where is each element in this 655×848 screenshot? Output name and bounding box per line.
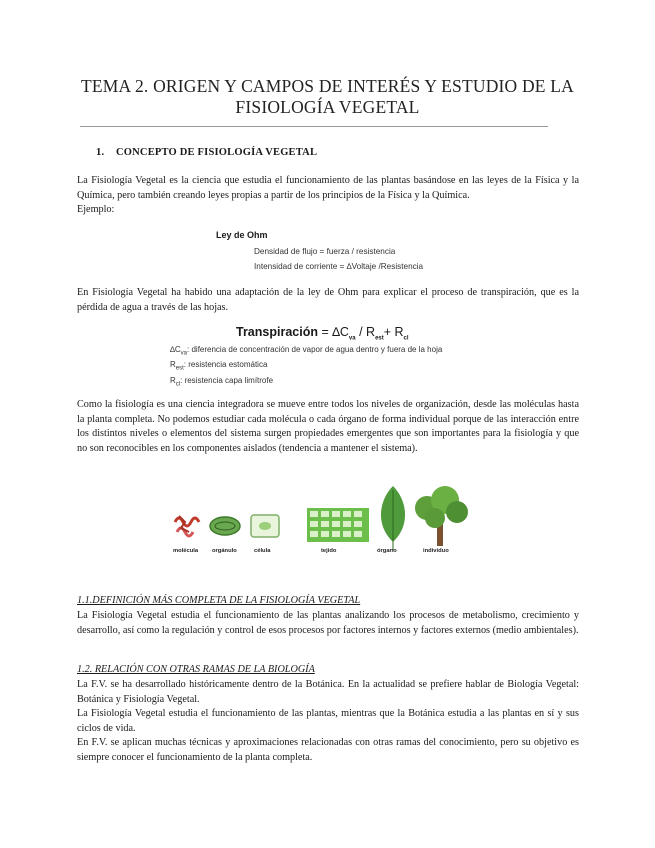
level-label-tissue: tejido [321, 548, 337, 554]
tissue-icon [307, 508, 369, 542]
title-line-1: TEMA 2. ORIGEN Y CAMPOS DE INTERÉS Y ESTUDIO DE LA [80, 76, 575, 96]
section-1-2-heading: 1.2. RELACIÓN CON OTRAS RAMAS DE LA BIOLOGÍA [77, 664, 315, 675]
def1-symbol: ∆C [170, 344, 181, 354]
ohm-line-2: Intensidad de corriente = ∆Voltaje /Resistencia [254, 262, 424, 271]
ohm-law-figure [216, 230, 466, 276]
transpiration-formula [170, 325, 530, 342]
formula-sub-va: va [348, 335, 356, 342]
def2-sub: est [175, 365, 184, 372]
ohm-line-1: Densidad de flujo = fuerza / resistencia [254, 247, 396, 256]
section-1-title: CONCEPTO DE FISIOLOGÍA VEGETAL [116, 147, 318, 158]
paragraph-definition [77, 174, 579, 218]
tree-icon [415, 486, 468, 546]
section-1-heading [96, 147, 317, 158]
formula-sub-est: est [375, 335, 384, 342]
paragraph-complete-definition: La Fisiología Vegetal estudia el funcionamiento de las plantas analizando los procesos de metabolismo, crecimiento y desarrollo, así como la regulación y control de esos procesos por factores internos y factores externos (medio ambientales). [77, 610, 579, 636]
formula-r-cl: + R [383, 325, 404, 339]
page-title [60, 76, 595, 118]
definition-r-cl [170, 375, 530, 391]
paragraph-integrative-science: Como la fisiología es una ciencia integradora se mueve entre todos los niveles de organización, desde las moléculas hasta la planta completa. No podemos estudiar cada molécula o cada órgano de forma individual porque de las interacción entre los distintos niveles o elementos del sistema surgen propiedades emergentes que son importantes para la fisiología y que no son reconocibles en los componentes aislados (tendencia a mantener el sistema). [77, 399, 579, 454]
transpiration-formula-figure [170, 325, 530, 390]
def1-text: : diferencia de concentración de vapor de agua dentro y fuera de la hoja [187, 344, 443, 354]
def2-symbol: R [170, 360, 176, 370]
level-label-organelle: orgánulo [212, 548, 237, 554]
ohm-title: Ley de Ohm [216, 230, 268, 240]
molecule-icon [175, 516, 199, 536]
formula-r-est: / R [355, 325, 376, 339]
title-divider [80, 126, 548, 127]
leaf-icon [381, 486, 405, 550]
formula-delta-c: = ∆C [321, 325, 349, 339]
formula-sub-cl: cl [403, 335, 409, 342]
cell-icon [251, 515, 279, 537]
level-label-organ: órgano [377, 548, 397, 554]
level-label-individual: individuo [423, 548, 449, 554]
def3-symbol: R [170, 375, 176, 385]
definition-r-est [170, 359, 530, 375]
level-label-cell: célula [254, 548, 271, 554]
paragraph-1-text: La Fisiología Vegetal es la ciencia que estudia el funcionamiento de las plantas basándose en las leyes de la Física y la Química, pero también creando leyes propias a partir de los principios de la Física y la Química. [77, 175, 579, 201]
paragraph-relationships [77, 678, 579, 765]
paragraph-5a: La F.V. se ha desarrollado históricamente dentro de la Botánica. En la actualidad se prefiere hablar de Biología Vegetal: Botánica y Fisiología Vegetal. [77, 679, 579, 705]
definition-delta-c [170, 344, 530, 360]
def2-text: : resistencia estomática [183, 360, 268, 370]
level-label-molecule: molécula [173, 548, 199, 554]
def1-sub: va [180, 350, 188, 357]
organelle-icon [210, 517, 240, 535]
section-1-1-heading: 1.1.DEFINICIÓN MÁS COMPLETA DE LA FISIOLOGÍA VEGETAL [77, 595, 361, 606]
def3-sub: cl [175, 381, 181, 388]
transpiration-label: Transpiración [236, 325, 318, 339]
def3-text: : resistencia capa limítrofe [180, 375, 274, 385]
example-label: Ejemplo: [77, 204, 115, 215]
section-1-number: 1. [96, 147, 105, 158]
paragraph-ohm-adaptation: En Fisiología Vegetal ha habido una adaptación de la ley de Ohm para explicar el proceso de transpiración, que es la pérdida de agua a través de las hojas. [77, 287, 579, 313]
paragraph-5b: La Fisiología Vegetal estudia el funcionamiento de las plantas, mientras que la Botánica estudia a las plantas en sí y sus ciclos de vida. [77, 708, 579, 734]
title-line-2: FISIOLOGÍA VEGETAL [235, 97, 420, 117]
paragraph-5c: En F.V. se aplican muchas técnicas y aproximaciones relacionadas con otras ramas del conocimiento, pero su objetivo es siempre conocer el funcionamiento de la planta completa. [77, 737, 579, 763]
